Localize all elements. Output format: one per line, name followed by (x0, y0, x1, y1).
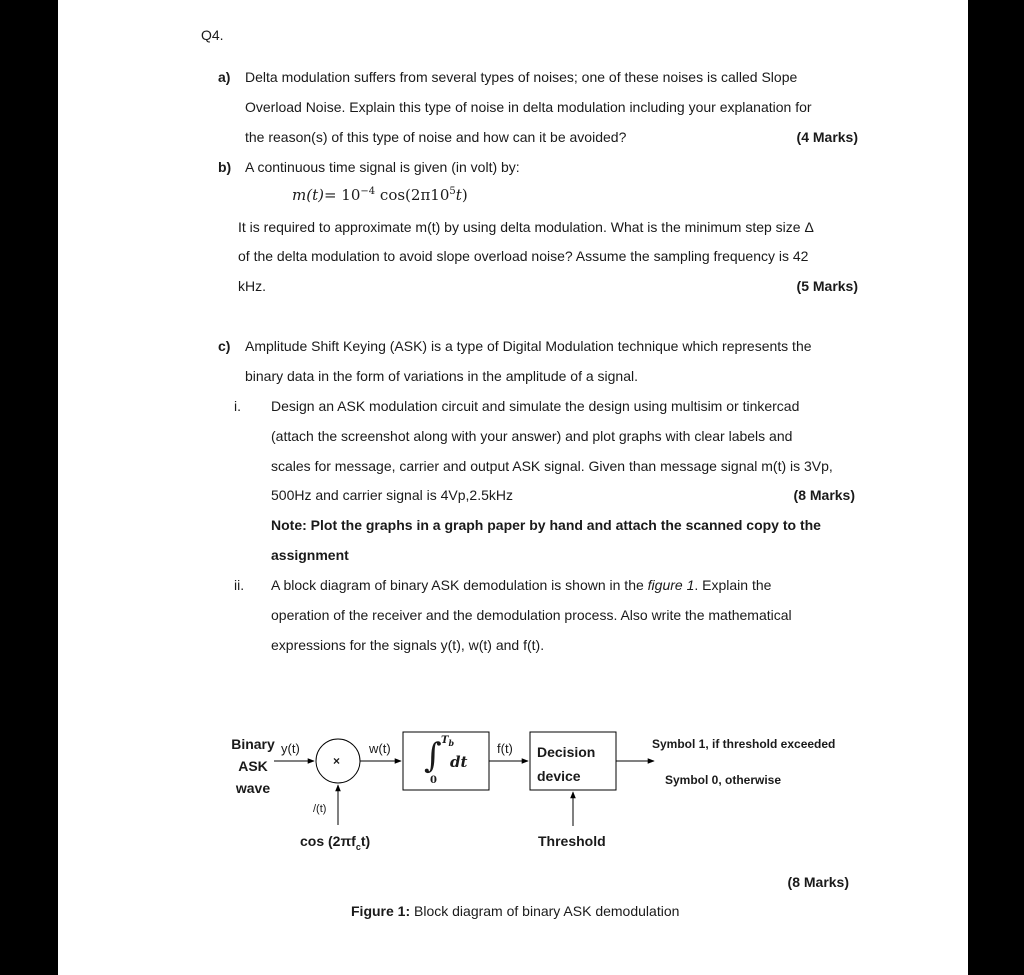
output-symbol-1: Symbol 1, if threshold exceeded (652, 737, 836, 751)
part-c-i-note-2: assignment (271, 547, 349, 563)
part-c-i-line-4: 500Hz and carrier signal is 4Vp,2.5kHz (271, 487, 514, 503)
part-c-ii-line-3: expressions for the signals y(t), w(t) and f(t). (271, 637, 545, 653)
part-c-label: c) (218, 338, 231, 354)
part-c-i-line-3: scales for message, carrier and output ASK signal. Given than message signal m(t) is 3Vp, (271, 458, 833, 474)
carrier-expression: $\cos (2\pi f_ct)$ (300, 833, 371, 852)
part-a-label: a) (218, 69, 231, 85)
y-label: y(t) (281, 741, 300, 756)
multiplier-symbol: × (333, 754, 341, 768)
integral-upper-limit: $T_b$ (441, 735, 455, 748)
f-label: f(t) (497, 741, 513, 756)
block-diagram (58, 0, 968, 975)
part-a-line-2: Overload Noise. Explain this type of noise in delta modulation including your explanation for (245, 99, 812, 115)
part-b-intro: A continuous time signal is given (in volt) by: (245, 159, 520, 175)
part-b-line-3: kHz. (238, 278, 266, 294)
part-c-i-note-1: Note: Plot the graphs in a graph paper by hand and attach the scanned copy to the (271, 517, 821, 533)
part-b-equation: $m(t)= 10^{-4}$ $\cos(2\pi 10^5t)$ (292, 186, 468, 204)
part-a-line-3: the reason(s) of this type of noise and how can it be avoided? (245, 129, 627, 145)
part-c-line-2: binary data in the form of variations in the amplitude of a signal. (245, 368, 638, 384)
decision-label: Decision device (537, 744, 596, 784)
part-c-i-marks: (8 Marks) (793, 487, 855, 503)
part-c-i-label: i. (234, 398, 241, 414)
part-b-label: b) (218, 159, 232, 175)
part-b-marks: (5 Marks) (796, 278, 858, 294)
part-c-i-line-1: Design an ASK modulation circuit and simulate the design using multisim or tinkercad (271, 398, 800, 414)
part-b-line-1: It is required to approximate m(t) by using delta modulation. What is the minimum step size Δ (238, 219, 814, 235)
part-c-ii-label: ii. (234, 577, 245, 593)
integral-lower-limit: 0 (430, 775, 437, 786)
threshold-label: Threshold (538, 833, 606, 849)
input-label: Binary ASK wave (231, 736, 275, 796)
document-page (58, 0, 968, 975)
carrier-signal-label: /(t) (313, 803, 327, 815)
output-symbol-0: Symbol 0, otherwise (665, 773, 782, 787)
diagram-marks: (8 Marks) (787, 874, 849, 890)
part-c-ii-line-1: A block diagram of binary ASK demodulation is shown in the figure 1. Explain the (271, 577, 772, 593)
integral-dt: dt (450, 753, 468, 771)
part-c-line-1: Amplitude Shift Keying (ASK) is a type of Digital Modulation technique which represents the (245, 338, 812, 354)
part-b-line-2: of the delta modulation to avoid slope overload noise? Assume the sampling frequency is 42 (238, 248, 809, 264)
figure-caption: Figure 1: Block diagram of binary ASK demodulation (351, 903, 680, 919)
w-label: w(t) (369, 741, 391, 756)
part-a-marks: (4 Marks) (796, 129, 858, 145)
question-label: Q4. (201, 27, 224, 43)
part-c-ii-line-2: operation of the receiver and the demodulation process. Also write the mathematical (271, 607, 792, 623)
integral-sign: ∫ (424, 736, 442, 776)
part-c-i-line-2: (attach the screenshot along with your answer) and plot graphs with clear labels and (271, 428, 793, 444)
part-a-line-1: Delta modulation suffers from several types of noises; one of these noises is called Slope (245, 69, 798, 85)
